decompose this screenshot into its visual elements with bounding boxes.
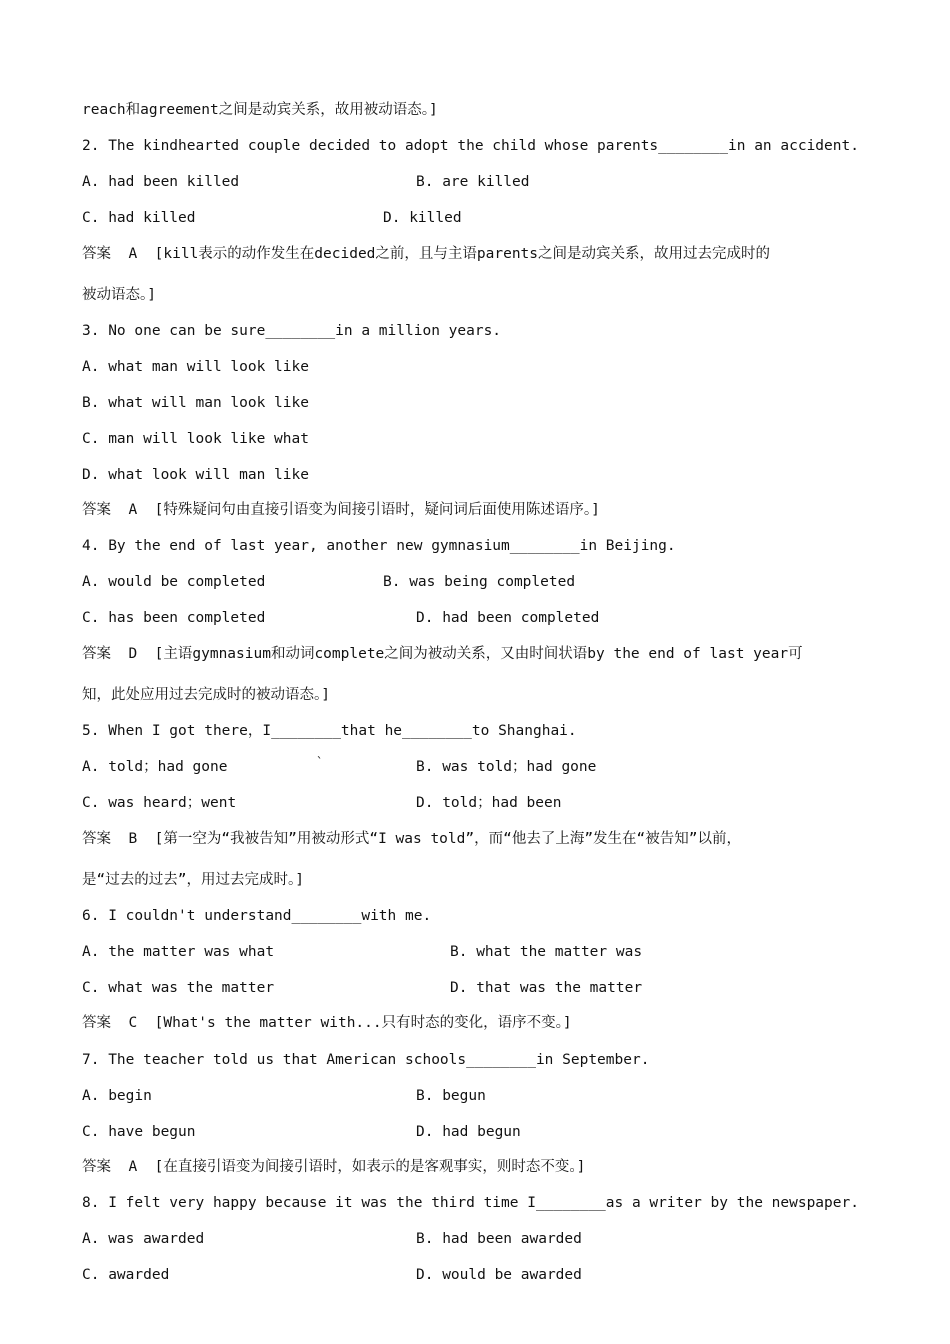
option-4a: A. would be completed (82, 574, 266, 590)
answer-2-line2: 被动语态。] (82, 287, 156, 303)
option-7d: D. had begun (416, 1124, 521, 1140)
question-8: 8. I felt very happy because it was the third time I________as a writer by the newspaper. (82, 1195, 859, 1211)
option-4d: D. had been completed (416, 610, 600, 626)
answer-5-line2: 是“过去的过去”，用过去完成时。] (82, 872, 304, 888)
option-4b: B. was being completed (383, 574, 576, 590)
option-5b: B. was told；had gone (416, 759, 597, 775)
option-6b: B. what the matter was (450, 944, 643, 960)
option-2d: D. killed (383, 210, 462, 226)
answer-4-line2: 知，此处应用过去完成时的被动语态。] (82, 687, 330, 703)
option-3b: B. what will man look like (82, 395, 309, 411)
answer-6: 答案 C [What's the matter with...只有时态的变化，语序不变。] (82, 1015, 572, 1031)
option-7b: B. begun (416, 1088, 486, 1104)
question-6: 6. I couldn't understand________with me. (82, 908, 432, 924)
option-7a: A. begin (82, 1088, 152, 1104)
option-3c: C. man will look like what (82, 431, 309, 447)
option-5d: D. told；had been (416, 795, 562, 811)
option-3d: D. what look will man like (82, 467, 309, 483)
option-2a: A. had been killed (82, 174, 240, 190)
option-5a: A. told；had gone (82, 759, 228, 775)
option-5c: C. was heard；went (82, 795, 237, 811)
answer-2-line1: 答案 A [kill表示的动作发生在decided之前，且与主语parents之间是动宾关系，故用过去完成时的 (82, 246, 771, 262)
stray-mark: ` (316, 755, 324, 769)
answer-5-line1: 答案 B [第一空为“我被告知”用被动形式“I was told”，而“他去了上海”发生在“被告知”以前， (82, 831, 742, 847)
option-8c: C. awarded (82, 1267, 170, 1283)
option-2c: C. had killed (82, 210, 196, 226)
option-3a: A. what man will look like (82, 359, 309, 375)
option-8a: A. was awarded (82, 1231, 205, 1247)
question-3: 3. No one can be sure________in a million years. (82, 323, 502, 339)
question-2: 2. The kindhearted couple decided to adopt the child whose parents________in an accident. (82, 138, 859, 154)
option-2b: B. are killed (416, 174, 530, 190)
option-8d: D. would be awarded (416, 1267, 582, 1283)
question-4: 4. By the end of last year, another new gymnasium________in Beijing. (82, 538, 676, 554)
option-8b: B. had been awarded (416, 1231, 582, 1247)
answer-explanation-line: reach和agreement之间是动宾关系，故用被动语态。] (82, 102, 438, 118)
option-6a: A. the matter was what (82, 944, 275, 960)
option-6c: C. what was the matter (82, 980, 275, 996)
question-5: 5. When I got there，I________that he________to Shanghai. (82, 723, 577, 739)
option-7c: C. have begun (82, 1124, 196, 1140)
answer-3: 答案 A [特殊疑问句由直接引语变为间接引语时，疑问词后面使用陈述语序。] (82, 502, 600, 518)
answer-4-line1: 答案 D [主语gymnasium和动词complete之间为被动关系，又由时间状语by the end of last year可 (82, 646, 803, 662)
answer-7: 答案 A [在直接引语变为间接引语时，如表示的是客观事实，则时态不变。] (82, 1159, 586, 1175)
question-7: 7. The teacher told us that American schools________in September. (82, 1052, 650, 1068)
option-6d: D. that was the matter (450, 980, 643, 996)
option-4c: C. has been completed (82, 610, 266, 626)
